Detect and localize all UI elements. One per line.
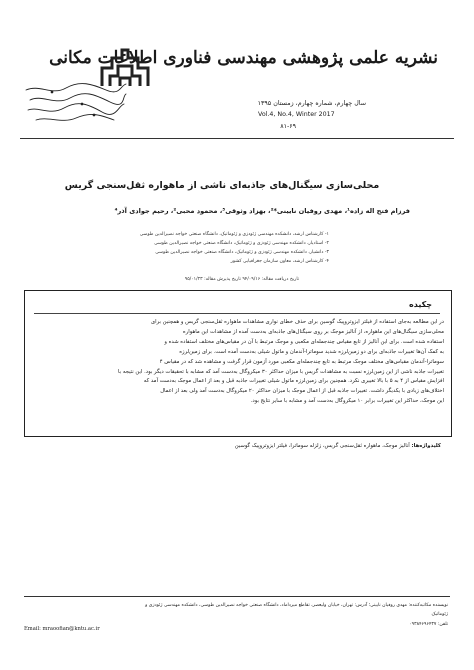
corresponding-phone: تلفن: ۰۹۳۸۴۶۹۶۴۳۷ <box>409 622 448 627</box>
abstract-line: استفاده شده است. برای این آنالیز از تابع مقیاس چندجمله‌ای مکعبی و موجک مرتبط با آن در مقیاس‌های مختلف استفاده شده و <box>164 338 444 345</box>
article-dates: تاریخ دریافت مقاله: ۹۴/۰۹/۱۶ تاریخ پذیرش مقاله: ۹۵/۰۱/۲۳ <box>184 277 299 282</box>
abstract-line: این موجک، حداکثر این تغییرات برابر ۱۰ میکروگال به‌دست آمد و مشابه با سایر نتایج بود. <box>250 398 444 405</box>
footer-divider <box>24 596 450 597</box>
keywords-label: کلیدواژه‌ها: <box>411 443 441 449</box>
university-calligraphy-signature <box>22 80 128 128</box>
article-title: محلی‌سازی سیگنال‌های جاذبه‌ای ناشی از ماهواره ثقل‌سنجی گریس <box>64 180 380 191</box>
corresponding-email[interactable]: Email: mraoofian@kntu.ac.ir <box>24 626 100 632</box>
abstract-body <box>30 318 444 407</box>
issue-info-en: Vol.4, No.4, Winter 2017 <box>258 111 335 118</box>
keywords <box>31 443 441 449</box>
abstract-line: تغییرات جاذبه ناشی از این زمین‌لرزه نسبت به مشاهدات گریس با میزان حداکثر ۳۰ میکروگال به‌دست آمد که مشابه با تحقیقات دیگر بود. این نتیجه با <box>118 368 444 375</box>
keywords-text: آنالیز موجک، ماهواره ثقل‌سنجی گریس، زلزله سوماترا، فیلتر ایزوتروپیک گوسین <box>234 443 410 449</box>
journal-title: نشریه علمی پژوهشی مهندسی فناوری اطلاعات مکانی <box>49 48 438 68</box>
header-divider <box>20 138 454 139</box>
abstract-line: اختلاف‌های زیادی با یکدیگر داشت. تغییرات جاذبه قبل از اعمال موجک با میزان حداکثر ۲۰ میکروگال به‌دست آمد ولی بعد از اعمال <box>160 388 444 395</box>
abstract-line: محلی‌سازی سیگنال‌های این ماهواره، از آنالیز موجک بر روی سیگنال‌های جاذبه‌ای به‌دست آمده از مشاهدات این ماهواره <box>182 328 444 335</box>
abstract-heading: چکیده <box>408 300 432 309</box>
corresponding-author-address: نویسنده مکاتبه‌کننده: مهدی روفیان نایینی؛ آدرس: تهران، خیابان ولیعصر، تقاطع میرداماد، دانشگاه صنعتی خواجه نصیرالدین طوسی، دانشکده مهندسی ژئودزی و <box>145 603 448 608</box>
affiliation-item: ۳- دانشیار، دانشکده مهندسی ژئودزی و ژئوماتیک، دانشگاه صنعتی خواجه نصیرالدین طوسی <box>155 250 329 255</box>
corresponding-author-address-cont: ژئوماتیک <box>431 612 448 617</box>
page-range: ۸۱-۶۹ <box>280 123 296 130</box>
abstract-line: افزایش مقیاس از ۴ به ۵ با بالا تغییری نکرد. همچنین برای زمین‌لرزه ماتول شیلی تغییرات جاذبه قبل و بعد از اعمال موجک به‌دست آمد که <box>143 378 444 385</box>
abstract-divider <box>34 313 440 314</box>
affiliation-item: ۴- کارشناس ارشد، معاون سازمان جغرافیایی کشور <box>230 259 329 264</box>
issue-info-fa: سال چهارم، شماره چهارم، زمستان ۱۳۹۵ <box>257 100 366 107</box>
author-list: فرزام فتح اله زاده¹، مهدی روفیان نایینی*²، بهزاد وثوقی³، محمود محبی²، رحیم جوادی آذر⁴ <box>114 207 410 215</box>
abstract-line: به کمک آن‌ها تغییرات جاذبه‌ای برای دو زمین‌لرزه شدید سوماترا-آندمان و ماتول شیلی به‌دست آمده است. برای زمین‌لرزه <box>179 348 444 355</box>
affiliation-item: ۲- استادیار، دانشکده مهندسی ژئودزی و ژئوماتیک، دانشگاه صنعتی خواجه نصیرالدین طوسی <box>154 241 329 246</box>
abstract-line: در این مطالعه به‌جای استفاده از فیلتر ایزوتروپیک گوسین برای حذف خطای نواری مشاهدات ماهواره ثقل‌سنجی گریس و همچنین برای <box>150 319 444 325</box>
abstract-line: سوماترا-آندمان مقیاس‌های مختلف موجک مرتبط به تابع چندجمله‌ای مکعبی مورد آزمون قرار گرفت و مشاهده شد که در مقیاس ۴ <box>159 358 444 365</box>
affiliation-item: ۱- کارشناس ارشد، دانشکده مهندسی ژئودزی و ژئوماتیک، دانشگاه صنعتی خواجه نصیرالدین طوسی <box>139 232 329 237</box>
